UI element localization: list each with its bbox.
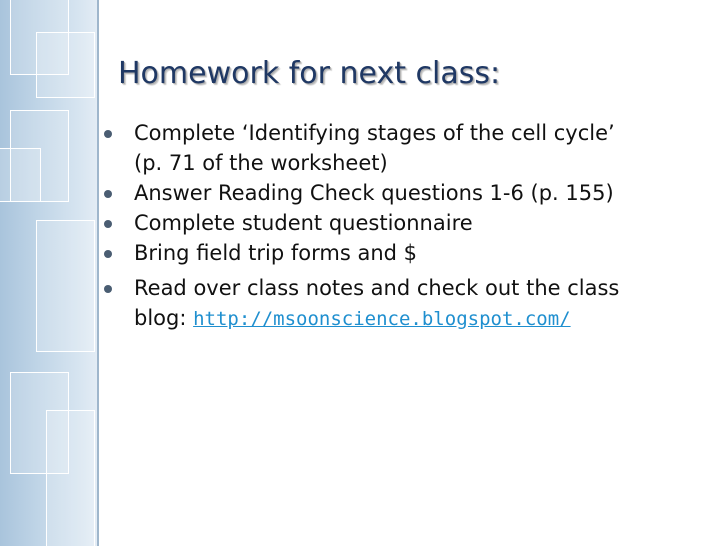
decorative-square xyxy=(36,220,95,352)
list-item xyxy=(104,238,724,268)
decorative-square xyxy=(36,32,95,98)
bullet-icon xyxy=(104,220,112,228)
bullet-text: blog: xyxy=(134,306,194,330)
bullet-text: Complete student questionnaire xyxy=(134,211,473,235)
bullet-text: Answer Reading Check questions 1-6 (p. 155) xyxy=(134,181,614,205)
slide-title: Homework for next class: xyxy=(118,56,501,91)
bullet-text: Read over class notes and check out the class xyxy=(134,276,620,300)
bullet-text: (p. 71 of the worksheet) xyxy=(134,151,388,175)
homework-list xyxy=(104,118,724,334)
list-item xyxy=(104,208,724,238)
list-item xyxy=(104,273,724,334)
bullet-icon xyxy=(104,130,112,138)
bullet-icon xyxy=(104,190,112,198)
bullet-text: Bring field trip forms and $ xyxy=(134,241,418,265)
list-item xyxy=(104,178,724,208)
decorative-side-panel xyxy=(0,0,97,546)
blog-link[interactable]: http://msoonscience.blogspot.com/ xyxy=(193,308,571,330)
side-panel-divider xyxy=(97,0,99,546)
bullet-icon xyxy=(104,285,112,293)
list-item xyxy=(104,118,724,178)
bullet-icon xyxy=(104,250,112,258)
decorative-square xyxy=(46,410,95,547)
bullet-text: Complete ‘Identifying stages of the cell cycle’ xyxy=(134,121,615,145)
decorative-square xyxy=(0,148,41,202)
